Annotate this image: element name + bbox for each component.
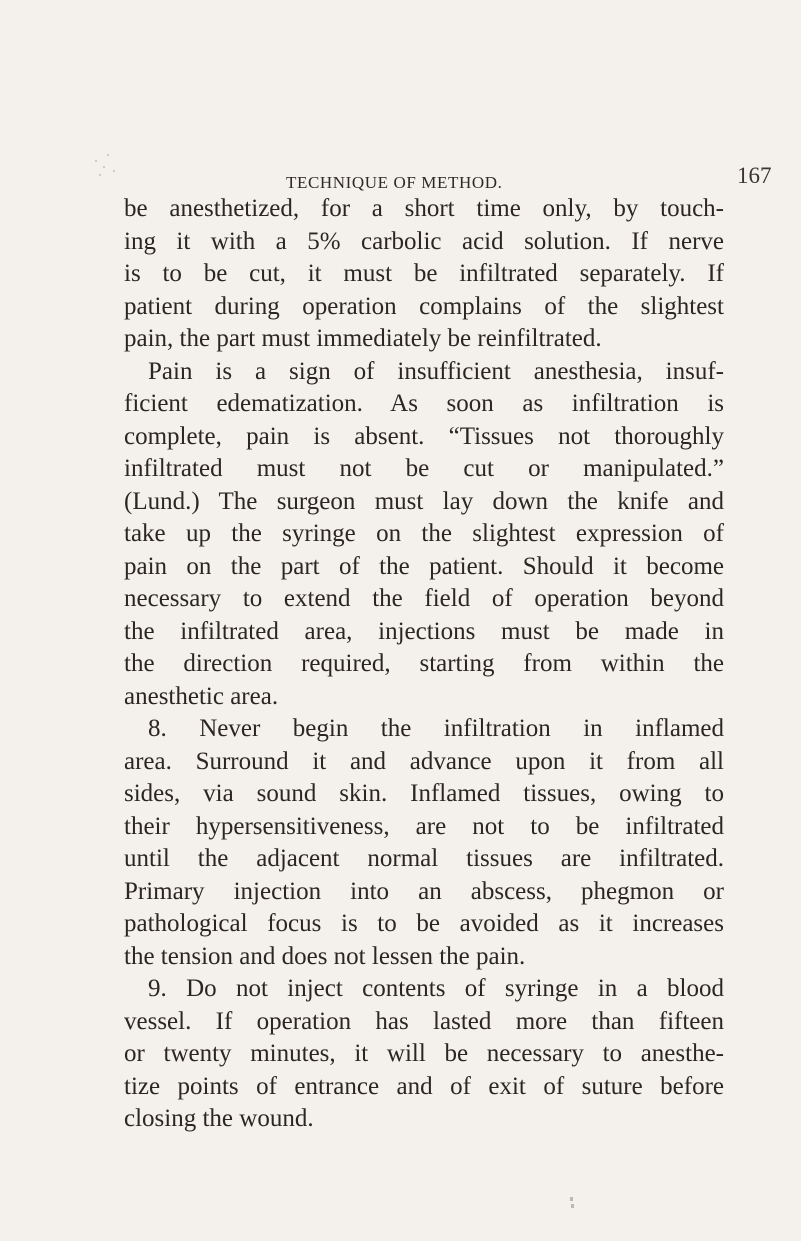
paper-mark: [569, 1195, 575, 1213]
text-line: sides, via sound skin. Inflamed tissues, owing to: [124, 780, 724, 807]
text-line: be anesthetized, for a short time only, by touch-: [124, 195, 724, 222]
text-line: take up the syringe on the slightest expression of: [124, 520, 724, 547]
text-line: vessel. If operation has lasted more than fifteen: [124, 1007, 724, 1035]
body-text: [124, 193, 724, 1136]
text-line: until the adjacent normal tissues are infiltrated.: [124, 845, 724, 872]
text-line: patient during operation complains of the slightest: [124, 292, 724, 320]
running-title: TECHNIQUE OF METHOD.: [286, 173, 503, 192]
text-line: Pain is a sign of insufficient anesthesia, insuf-: [148, 357, 724, 385]
text-line: anesthetic area.: [124, 682, 279, 710]
text-line: complete, pain is absent. “Tissues not thoroughly: [124, 422, 724, 450]
text-line: area. Surround it and advance upon it from all: [124, 747, 724, 775]
page-header: [0, 163, 801, 193]
text-line: necessary to extend the field of operation beyond: [124, 585, 724, 612]
text-line: is to be cut, it must be infiltrated separately. If: [124, 260, 724, 287]
text-line: or twenty minutes, it will be necessary to anesthe-: [124, 1040, 724, 1067]
text-line: ing it with a 5% carbolic acid solution. If nerve: [124, 227, 724, 255]
text-line: the tension and does not lessen the pain.: [124, 942, 526, 970]
text-line: Primary injection into an abscess, phegmon or: [124, 877, 724, 905]
text-line: infiltrated must not be cut or manipulated.”: [124, 455, 724, 482]
text-line: the infiltrated area, injections must be made in: [124, 617, 724, 645]
text-line: 8. Never begin the infiltration in inflamed: [148, 715, 724, 742]
text-line: pain on the part of the patient. Should it become: [124, 552, 724, 580]
text-line: tize points of entrance and of exit of suture before: [124, 1072, 724, 1100]
text-line: pathological focus is to be avoided as it increases: [124, 910, 724, 937]
text-line: ficient edematization. As soon as infiltration is: [124, 390, 724, 417]
text-line: closing the wound.: [124, 1105, 314, 1132]
text-line: the direction required, starting from within the: [124, 650, 724, 677]
text-line: (Lund.) The surgeon must lay down the knife and: [124, 487, 724, 515]
text-line: pain, the part must immediately be reinfiltrated.: [124, 325, 602, 352]
page-number: 167: [737, 163, 772, 188]
text-line: their hypersensitiveness, are not to be infiltrated: [124, 812, 724, 840]
text-line: 9. Do not inject contents of syringe in a blood: [148, 975, 724, 1002]
